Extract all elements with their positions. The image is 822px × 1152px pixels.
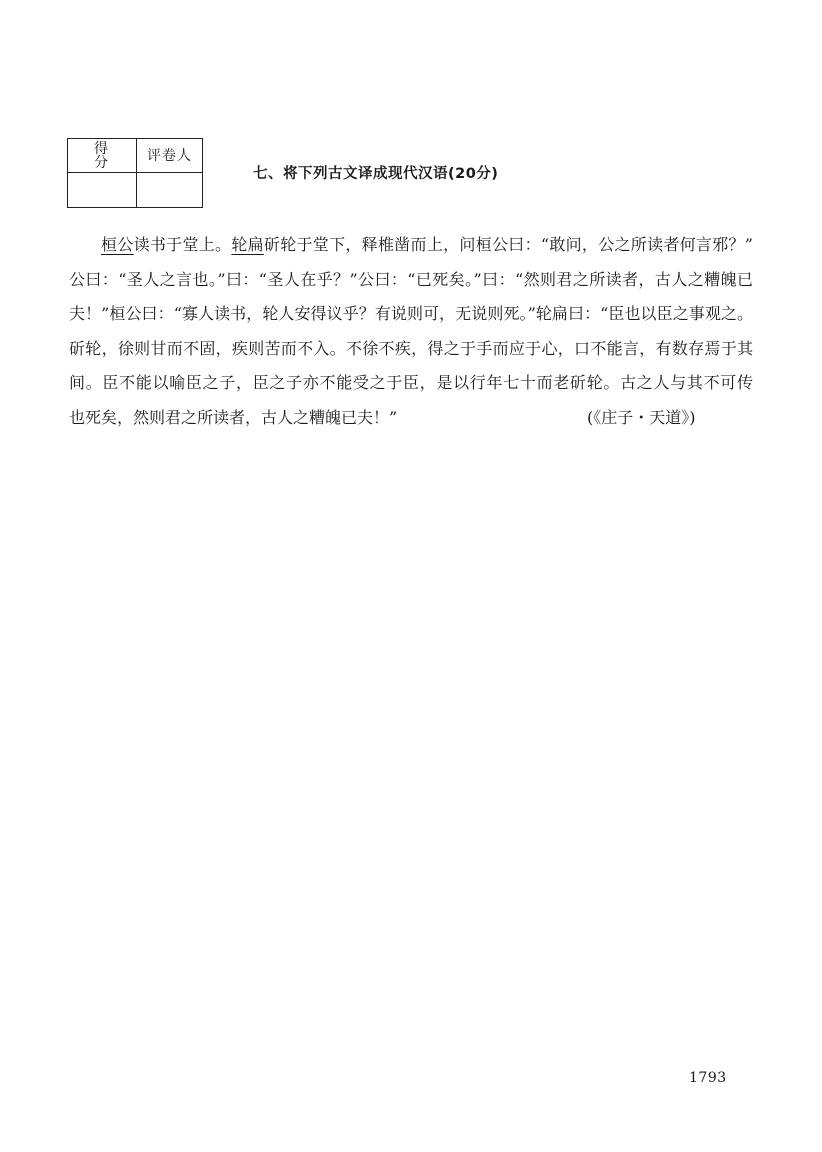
passage-line-5: 间。臣不能以喻臣之子，臣之子亦不能受之于臣，是以行年七十而老斫轮。古之人与其不可传 (69, 373, 753, 392)
grader-label: 评卷人 (137, 139, 203, 173)
classical-passage (69, 228, 753, 435)
passage-line-2: 公曰：“圣人之言也。”曰：“圣人在乎？”公曰：“已死矣。”曰：“然则君之所读者，古人之糟魄已 (69, 269, 753, 289)
page-number: 1793 (689, 1070, 727, 1086)
passage-line-6 (69, 401, 753, 436)
passage-text: 读书于堂上。 (133, 235, 232, 254)
grader-cell (137, 173, 203, 208)
passage-line-1 (69, 228, 753, 263)
name-lunbian: 轮扁 (231, 235, 264, 254)
passage-line-4: 斫轮，徐则甘而不固，疾则苦而不入。不徐不疾，得之于手而应于心，口不能言，有数存焉于其 (69, 338, 753, 358)
passage-text: 也死矣，然则君之所读者，古人之糟魄已夫！” (69, 407, 398, 427)
section-title: 七、将下列古文译成现代汉语(20分) (253, 166, 499, 182)
passage-line-3: 夫！”桓公曰：“寡人读书，轮人安得议乎？有说则可，无说则死。”轮扁曰：“臣也以臣之事观之。 (69, 304, 753, 323)
score-box (67, 138, 203, 208)
score-label: 得 分 (68, 139, 137, 173)
name-huangong: 桓公 (101, 235, 134, 254)
source-citation: (《庄子・天道》) (587, 407, 696, 427)
passage-text: 斫轮于堂下，释椎凿而上，问桓公曰：“敢问，公之所读者何言邪？” (263, 235, 753, 254)
score-cell (68, 173, 137, 208)
